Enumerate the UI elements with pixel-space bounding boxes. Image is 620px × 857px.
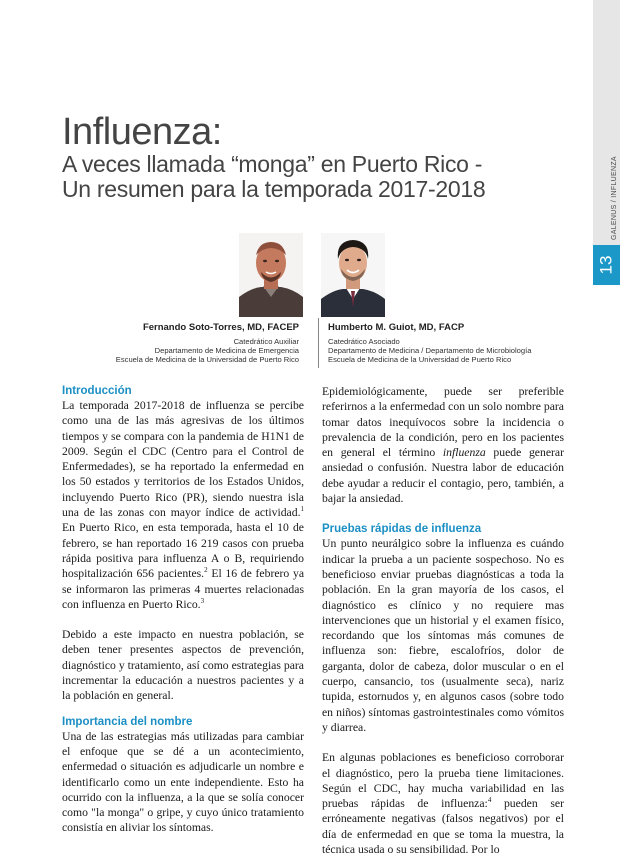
- footnote-ref: 4: [487, 796, 492, 805]
- paragraph-intro: [62, 398, 304, 612]
- page-number: 13: [596, 255, 616, 275]
- heading-pruebas: Pruebas rápidas de influenza: [322, 523, 482, 536]
- heading-introduccion: Introducción: [62, 385, 132, 397]
- paragraph-limitations: [322, 750, 564, 857]
- article-title: Influenza:: [62, 111, 222, 153]
- paragraph-impact: Debido a este impacto en nuestra población, se deben tener presentes aspectos de prevención, diagnóstico y tratamiento, así como estrategias para incrementar la educación a nuestros pacientes y a la población en general.: [62, 628, 304, 703]
- right-column: [322, 384, 564, 857]
- portrait-2-graphic: [321, 233, 385, 317]
- footnote-ref: 1: [300, 505, 304, 514]
- article-subtitle: [62, 152, 582, 202]
- author-name: Humberto M. Guiot, MD, FACP: [328, 322, 465, 333]
- subtitle-line-1: A veces llamada “monga” en Puerto Rico -: [62, 151, 483, 177]
- running-header-text: GALENUS / INFLUENZA: [611, 156, 618, 240]
- emphasis-term: influenza: [442, 446, 486, 460]
- running-header: [597, 156, 618, 240]
- footnote-ref: 3: [200, 596, 205, 605]
- paragraph-tests: Un punto neurálgico sobre la influenza es cuándo indicar la prueba a un paciente sospechoso. No es beneficioso enviar pruebas diagnósticas a toda la población. En la gran mayoría de los casos, el diagnóstico es clínico y no requiere mas intervenciones que un historial y el examen físico, recordando que los síntomas más comunes de influenza son: fiebre, escalofríos, dolor de garganta, dolor de cabeza, dolor muscular o en el cuerpo, cansancio, tos (usualmente seca), nariz tupida, estornudos y, en algunos casos (sobre todo en niños) síntomas gastrointestinales como vómitos y diarrea.: [322, 537, 564, 734]
- author-role: Catedrático Auxiliar: [233, 337, 299, 346]
- subtitle-line-2: Un resumen para la temporada 2017-2018: [62, 176, 486, 202]
- paragraph-text: puede generar ansiedad o confusión. Nuestra labor de educación debe ayudar a reducir el contagio, pero, también, a bajar la ansiedad.: [322, 446, 564, 506]
- author-name: Fernando Soto-Torres, MD, FACEP: [142, 322, 299, 333]
- paragraph-text: Epidemiológicamente, puede ser preferible referirnos a la enfermedad con un solo nombre para tomar datos inequívocos sobre la incidencia o prevalencia de la condición, pero en los pacientes en general el término: [322, 385, 564, 460]
- heading-importancia: Importancia del nombre: [62, 715, 193, 728]
- author-block-guiot: [328, 322, 531, 364]
- author-school: Escuela de Medicina de la Universidad de Puerto Rico: [115, 355, 299, 364]
- paragraph-name: Una de las estrategias más utilizadas para cambiar el enfoque que se dé a un acontecimiento, enfermedad o situación es adjudicarle un nombre e identificarlo como un ente independiente. Esto ha ocurrido con la influenza, a la que se solía conocer como "la monga" o gripe, y cuyo único tratamiento consistía en aliviar los síntomas.: [62, 729, 304, 835]
- author-photo-guiot: [321, 233, 385, 317]
- author-department: Departamento de Medicina / Departamento de Microbiología: [328, 346, 532, 355]
- paragraph-text: En Puerto Rico, en esta temporada, hasta el 10 de febrero, se han reportado 16 219 casos con prueba rápida positiva para influenza A o B, requiriendo hospitalización 656 pacientes.: [62, 521, 304, 581]
- paragraph-epidemiology: [322, 384, 564, 506]
- author-role: Catedrático Asociado: [328, 337, 400, 346]
- author-department: Departamento de Medicina de Emergencia: [154, 346, 299, 355]
- author-block-soto-torres: [116, 322, 299, 364]
- paragraph-text: En algunas poblaciones es beneficioso corroborar el diagnóstico, pero la prueba tiene limitaciones. Según el CDC, hay mucha variabilidad en las pruebas rápidas de influenza:: [322, 751, 564, 811]
- author-school: Escuela de Medicina de la Universidad de Puerto Rico: [328, 355, 512, 364]
- author-divider: [318, 318, 319, 368]
- left-column: [62, 384, 304, 836]
- footnote-ref: 2: [204, 566, 208, 575]
- paragraph-text: La temporada 2017-2018 de influenza se percibe como una de las más agresivas de los últimos tiempos y se compara con la pandemia de H1N1 de 2009. Según el CDC (Centro para el Control de Enfermedades), se ha reportado la enfermedad en los 50 estados y territorios de los Estados Unidos, incluyendo Puerto Rico (PR), siendo nuestra isla una de las zonas con mayor índice de actividad.: [62, 399, 304, 520]
- paragraph-text: pueden ser erróneamente negativas (falsos negativos) por el día de enfermedad en que se toma la muestra, la técnica usada o su sensibilidad. Por lo: [322, 797, 564, 857]
- page-number-box: [593, 245, 620, 285]
- paragraph-text: El 16 de febrero ya se informaron las primeras 4 muertes relacionadas con influenza en Puerto Rico.: [62, 567, 305, 611]
- author-photo-soto-torres: [239, 233, 303, 317]
- portrait-1-graphic: [239, 233, 303, 317]
